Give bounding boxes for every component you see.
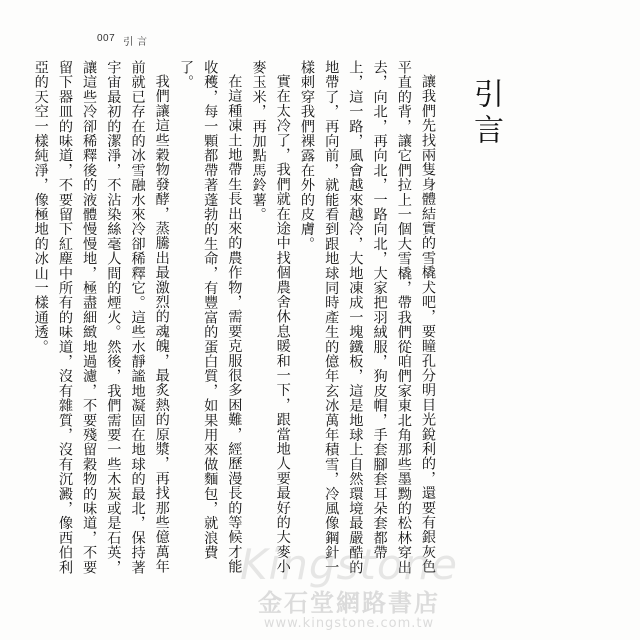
watermark-url: www.kingstone.com.tw [263,616,435,631]
paragraph: 在這種凍土地帶生長出來的農作物，需要克服很多困難，經歷漫長的等候才能收穫，每一顆都帶著蓬勃的生命，有豐富的蛋白質，如果用來做麵包，就浪費了。 [177,60,243,574]
watermark-logo: Kingstone [240,540,458,589]
paragraph: 實在太冷了，我們就在途中找個農舍休息暖和一下，跟當地人要最好的大麥小麥玉米，再加點馬鈴薯。 [250,60,291,574]
running-header [97,33,147,48]
section-label: 引 言 [123,37,148,48]
page-number: 007 [97,33,116,44]
chapter-title: 引言 [468,78,503,150]
watermark-store-name: 金石堂網路書店 [258,589,440,617]
body-text [29,60,440,580]
paragraph: 我們讓這些穀物發酵，蒸騰出最激烈的魂魄，最炙熱的原漿，再找那些億萬年前就已存在的冰雪融水來冷卻稀釋它。這些水靜謐地凝固在地球的最北，保持著宇宙最初的潔淨，不沾染絲毫人間的煙火。然後，我們需要一些木炭或是石英，讓這些冷卻稀釋後的液體慢慢地，極盡細緻地過濾，不要殘留穀物的味道，不要留下器皿的味道，不要留下紅塵中所有的味道，沒有雜質，沒有沉澱，像西伯利亞的天空一樣純淨，像極地的冰山一樣通透。 [32,60,170,575]
paragraph: 讓我們先找兩隻身體結實的雪橇犬吧，要瞳孔分明目光銳利的，還要有銀灰色平直的背，讓它們拉上一個大雪橇，帶我們從咱們家東北角那些墨黝的松林穿出去，向北，再向北，一路向北，大家把羽絨服，狗皮帽，手套腳套耳朵套都帶上，這一路，風會越來越冷，大地凍成一塊鐵板，這是地球上自然環境最嚴酷的地帶了，再向前，就能看到跟地球同時產生的億年玄冰萬年積雪，冷風像鋼針一樣刺穿我們裸露在外的皮膚。 [298,60,436,575]
